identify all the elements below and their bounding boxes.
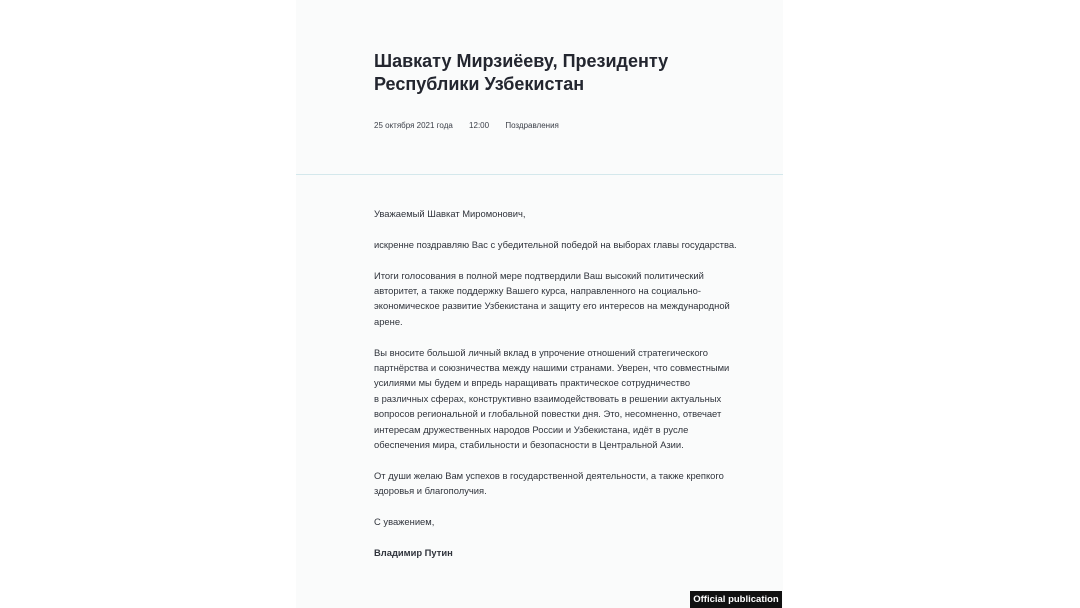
publication-time: 12:00: [469, 121, 490, 130]
paragraph-line: вопросов региональной и глобальной повестки дня. Это, несомненно, отвечает: [374, 408, 722, 420]
paragraph-line: интересам дружественных народов России и Узбекистана, идёт в русле: [374, 423, 689, 435]
paragraph-line: От души желаю Вам успехов в государственной деятельности, а также крепкого: [374, 469, 724, 481]
paragraph-line: Вы вносите большой личный вклад в упрочение отношений стратегического: [374, 346, 708, 358]
publication-meta: [374, 121, 559, 131]
signature: Владимир Путин: [374, 546, 453, 558]
paragraph-line: авторитет, а также поддержку Вашего курса, направленного на социально-: [374, 285, 702, 296]
paragraph-line: искренне поздравляю Вас с убедительной победой на выборах главы государства.: [374, 238, 737, 250]
official-publication-badge: Official publication: [690, 591, 782, 608]
closing: С уважением,: [374, 516, 435, 528]
greeting: Уважаемый Шавкат Миромонович,: [374, 208, 526, 219]
document-page: [296, 0, 783, 608]
paragraph-line: в различных сферах, конструктивно взаимодействовать в решении актуальных: [374, 392, 722, 404]
publication-date: 25 октября 2021 года: [374, 121, 453, 130]
paragraph-line: Итоги голосования в полной мере подтвердили Ваш высокий политический: [374, 269, 704, 281]
publication-category: Поздравления: [505, 121, 559, 130]
paragraph-line: усилиями мы будем и впредь наращивать практическое сотрудничество: [374, 377, 691, 389]
paragraph-line: партнёрства и союзничества между нашими странами. Уверен, что совместными: [374, 362, 730, 374]
paragraph-line: экономическое развитие Узбекистана и защиту его интересов на международной: [374, 300, 730, 312]
paragraph-line: арене.: [374, 315, 403, 327]
paragraph-line: обеспечения мира, стабильности и безопасности в Центральной Азии.: [374, 439, 684, 451]
paragraph-line: здоровья и благополучия.: [374, 485, 487, 497]
page-title: Шавкату Мирзиёеву, Президенту Республики Узбекистан: [374, 51, 669, 94]
letter-body: [374, 206, 754, 560]
divider: [296, 174, 783, 175]
